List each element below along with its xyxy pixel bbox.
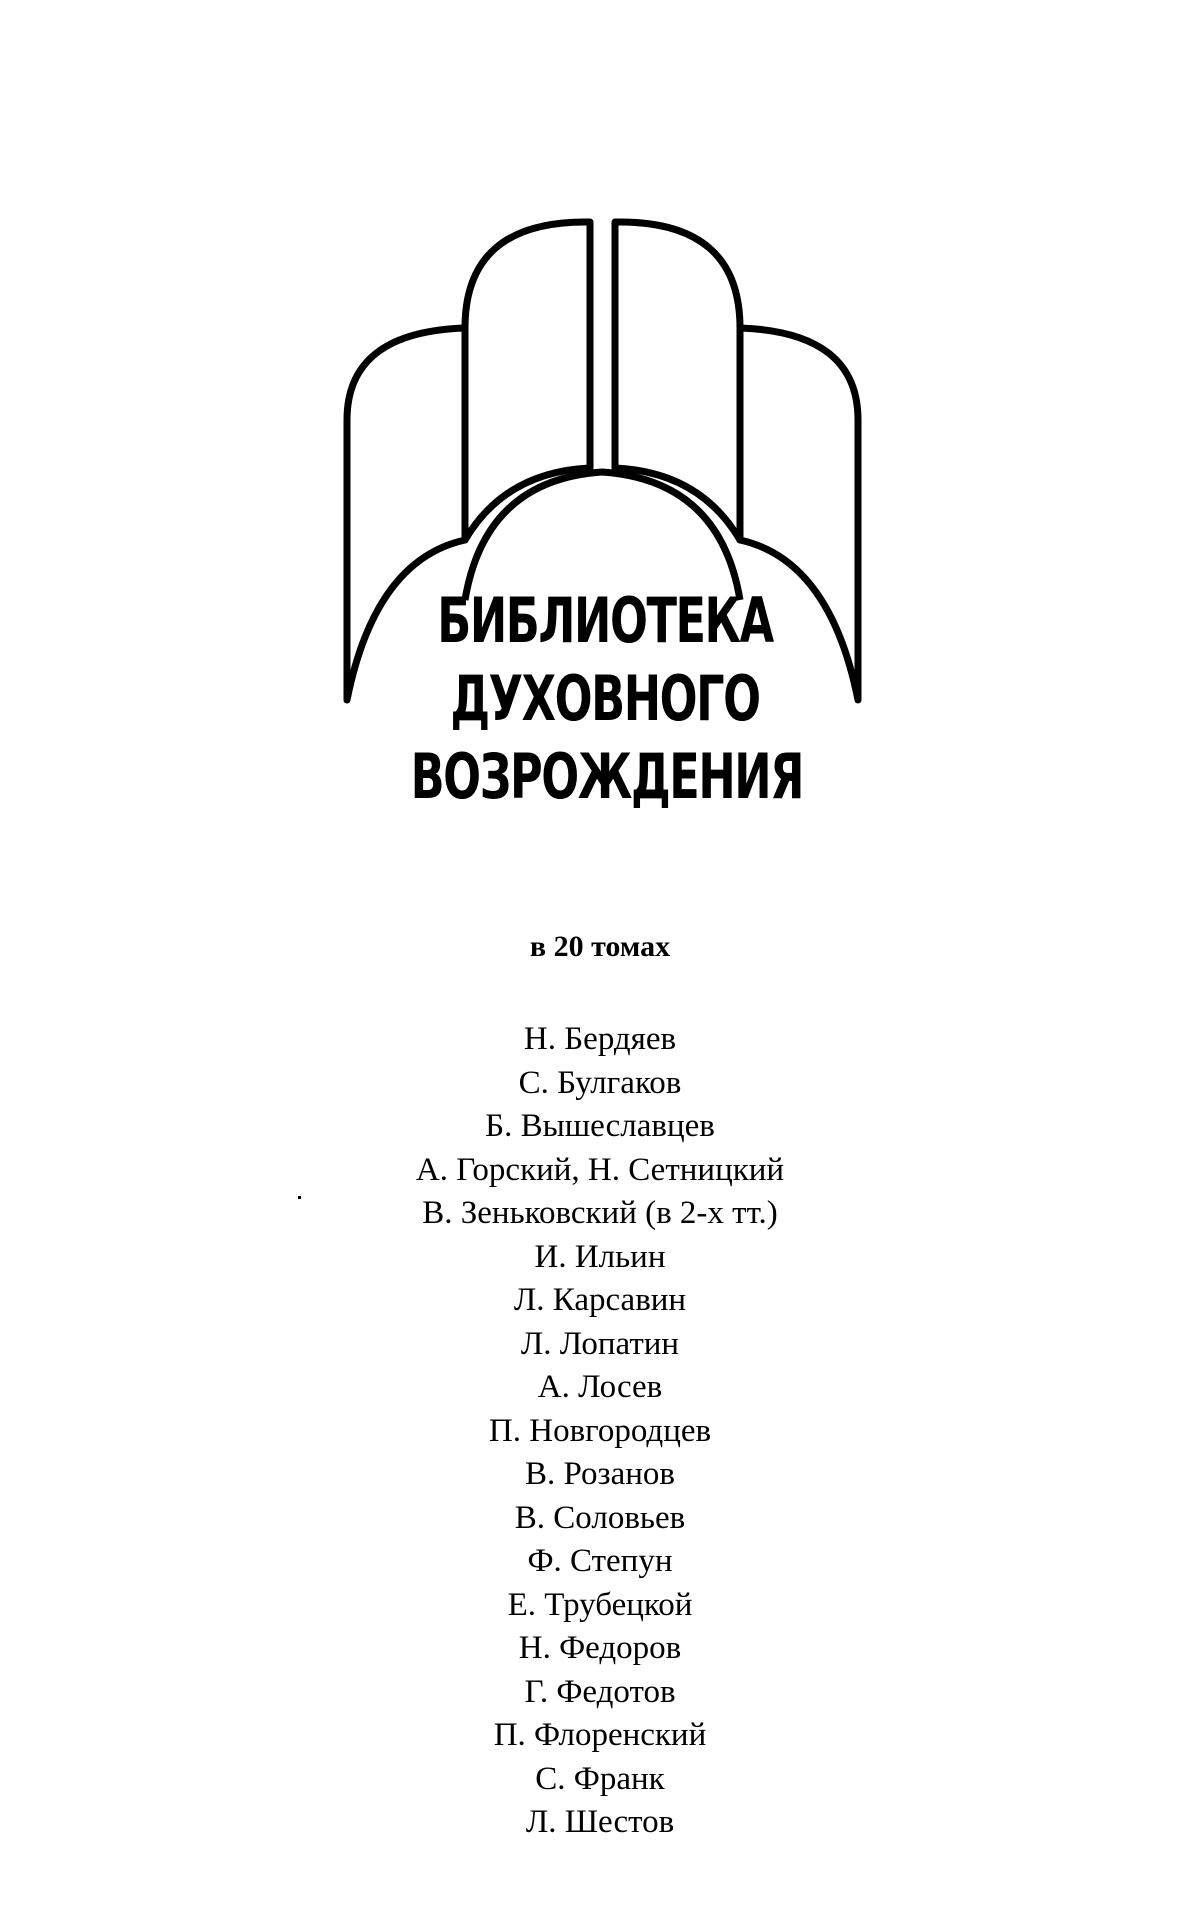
author-item: П. Флоренский: [493, 1717, 707, 1753]
author-item: А. Лосев: [537, 1369, 663, 1405]
author-list: [0, 1018, 1200, 1845]
author-item: П. Новгородцев: [488, 1412, 712, 1449]
author-item: Л. Шестов: [525, 1804, 675, 1840]
volume-count: в 20 томах: [529, 930, 671, 963]
scan-speck: [298, 1196, 301, 1199]
logo-title-line-3: ВОЗРОЖДЕНИЯ: [410, 740, 804, 813]
author-item: Н. Бердяев: [523, 1021, 677, 1057]
series-logo: [335, 210, 875, 830]
author-item: Н. Федоров: [518, 1630, 682, 1666]
author-item: Л. Карсавин: [513, 1282, 687, 1318]
author-item: В. Розанов: [525, 1456, 675, 1492]
author-item: Л. Лопатин: [520, 1325, 680, 1362]
author-item: С. Булгаков: [518, 1064, 682, 1101]
author-item: С. Франк: [535, 1760, 665, 1797]
open-book-icon: [335, 210, 875, 830]
logo-title-line-2: ДУХОВНОГО: [450, 662, 760, 735]
author-item: Б. Вышеславцев: [485, 1108, 715, 1144]
logo-title-line-1: БИБЛИОТЕКА: [437, 584, 773, 657]
author-item: И. Ильин: [534, 1238, 666, 1275]
author-item: Ф. Степун: [527, 1543, 673, 1579]
author-item: В. Соловьев: [514, 1499, 686, 1536]
author-item: Е. Трубецкой: [507, 1586, 693, 1623]
author-item: А. Горский, Н. Сетницкий: [415, 1151, 785, 1188]
author-item: Г. Федотов: [524, 1673, 676, 1710]
author-item: В. Зеньковский (в 2-х тт.): [422, 1195, 778, 1231]
